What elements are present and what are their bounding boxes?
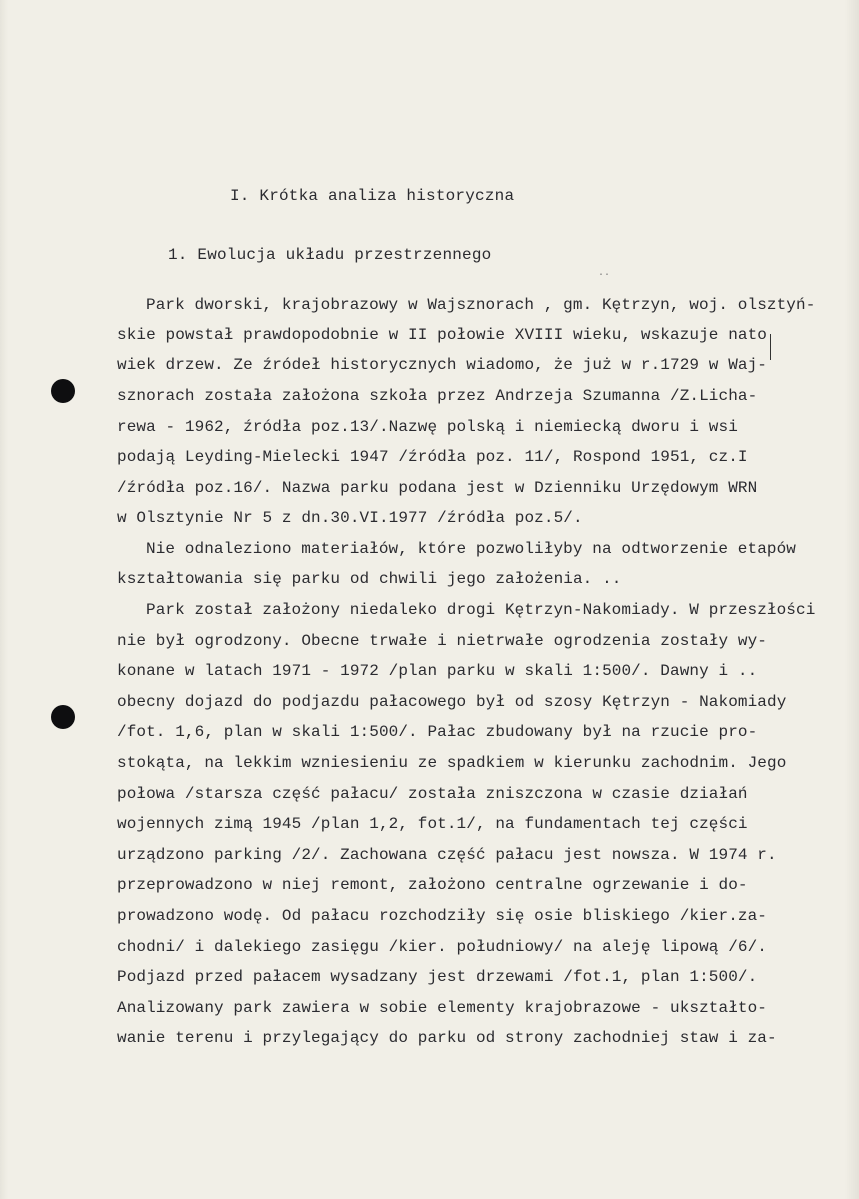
text-line: /fot. 1,6, plan w skali 1:500/. Pałac zbudowany był na rzucie pro-	[117, 723, 758, 741]
text-line: konane w latach 1971 - 1972 /plan parku w skali 1:500/. Dawny i ..	[117, 662, 758, 680]
stray-mark: ..	[598, 268, 611, 279]
text-line: połowa /starsza część pałacu/ została zniszczona w czasie działań	[117, 785, 748, 803]
text-line: przeprowadzono w niej remont, założono centralne ogrzewanie i do-	[117, 876, 748, 894]
text-line: Nie odnaleziono materiałów, które pozwoliłyby na odtworzenie etapów	[146, 540, 797, 558]
handwritten-mark	[770, 334, 771, 360]
text-line: podają Leyding-Mielecki 1947 /źródła poz. 11/, Rospond 1951, cz.I	[117, 448, 748, 466]
text-line: wojennych zimą 1945 /plan 1,2, fot.1/, na fundamentach tej części	[117, 815, 748, 833]
text-line: chodni/ i dalekiego zasięgu /kier. południowy/ na aleję lipową /6/.	[117, 938, 768, 956]
text-line: stokąta, na lekkim wzniesieniu ze spadkiem w kierunku zachodnim. Jego	[117, 754, 787, 772]
text-line: rewa - 1962, źródła poz.13/.Nazwę polską i niemiecką dworu i wsi	[117, 418, 738, 436]
text-line: nie był ogrodzony. Obecne trwałe i nietrwałe ogrodzenia zostały wy-	[117, 632, 768, 650]
text-line: skie powstał prawdopodobnie w II połowie XVIII wieku, wskazuje nato	[117, 326, 768, 344]
text-line: obecny dojazd do podjazdu pałacowego był od szosy Kętrzyn - Nakomiady	[117, 693, 787, 711]
text-line: /źródła poz.16/. Nazwa parku podana jest w Dzienniku Urzędowym WRN	[117, 479, 758, 497]
subsection-title: 1. Ewolucja układu przestrzennego	[168, 246, 492, 264]
page-right-edge	[845, 0, 859, 1199]
text-line: Park dworski, krajobrazowy w Wajsznorach , gm. Kętrzyn, woj. olsztyń-	[146, 296, 816, 314]
punch-hole-bottom	[51, 705, 75, 729]
text-line: kształtowania się parku od chwili jego założenia. ..	[117, 570, 622, 588]
text-line: wiek drzew. Ze źródeł historycznych wiadomo, że już w r.1729 w Waj-	[117, 356, 768, 374]
text-line: w Olsztynie Nr 5 z dn.30.VI.1977 /źródła poz.5/.	[117, 509, 583, 527]
text-line: Analizowany park zawiera w sobie elementy krajobrazowe - ukształto-	[117, 999, 768, 1017]
text-line: urządzono parking /2/. Zachowana część pałacu jest nowsza. W 1974 r.	[117, 846, 777, 864]
text-line: prowadzono wodę. Od pałacu rozchodziły się osie bliskiego /kier.za-	[117, 907, 768, 925]
section-title: I. Krótka analiza historyczna	[230, 187, 515, 205]
text-line: Podjazd przed pałacem wysadzany jest drzewami /fot.1, plan 1:500/.	[117, 968, 758, 986]
text-line: Park został założony niedaleko drogi Kętrzyn-Nakomiady. W przeszłości	[146, 601, 816, 619]
page-left-edge	[0, 0, 8, 1199]
punch-hole-top	[51, 379, 75, 403]
text-line: wanie terenu i przylegający do parku od strony zachodniej staw i za-	[117, 1029, 777, 1047]
text-line: sznorach została założona szkoła przez Andrzeja Szumanna /Z.Licha-	[117, 387, 758, 405]
